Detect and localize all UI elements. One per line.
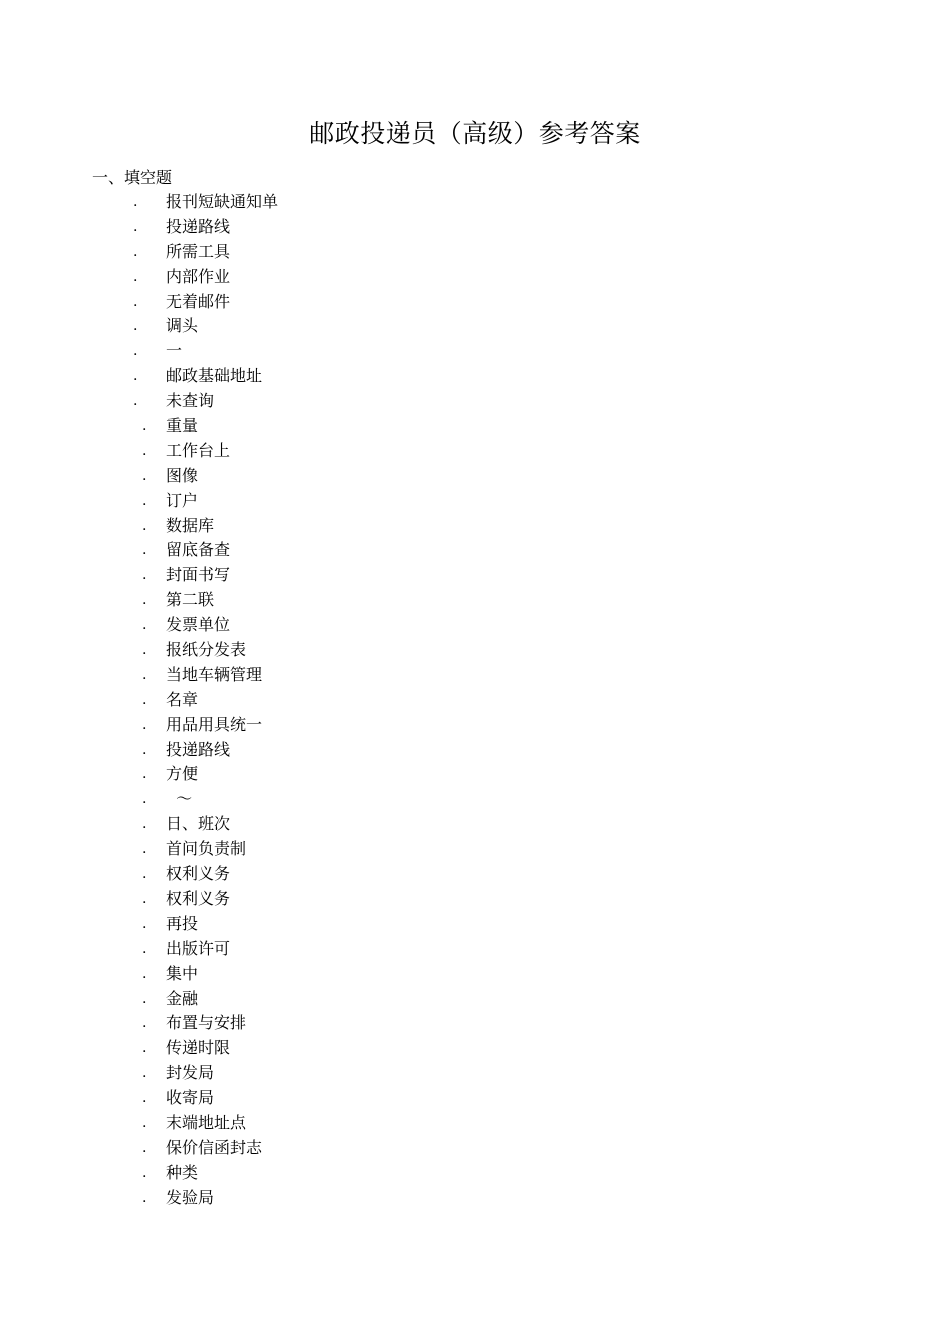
answer-text: 种类 (166, 1162, 199, 1182)
answer-text: 末端地址点 (166, 1112, 247, 1132)
answer-number-marker: . (142, 940, 147, 957)
answer-item (0, 1111, 950, 1136)
answer-text: 无着邮件 (166, 291, 231, 311)
answer-number-marker: . (142, 1139, 147, 1156)
answer-number-marker: . (133, 218, 138, 235)
answer-number-marker: . (142, 1015, 147, 1032)
answer-text: 报纸分发表 (166, 640, 247, 660)
answer-text: 权利义务 (166, 864, 231, 884)
answer-number-marker: . (133, 243, 138, 260)
answer-text: 集中 (166, 963, 199, 983)
answer-number-marker: . (142, 666, 147, 683)
answer-item (0, 738, 950, 763)
answer-item (0, 240, 950, 265)
answer-item (0, 613, 950, 638)
answer-item (0, 1136, 950, 1161)
page-title: 邮政投递员（高级）参考答案 (309, 119, 641, 148)
answer-item (0, 588, 950, 613)
answer-text: 名章 (166, 689, 199, 709)
answer-text: 当地车辆管理 (166, 664, 263, 684)
answer-number-marker: . (142, 890, 147, 907)
answer-text: 出版许可 (166, 938, 231, 958)
answer-item (0, 812, 950, 837)
answer-text: 投递路线 (166, 739, 231, 759)
answer-item (0, 663, 950, 688)
answer-text: 重量 (166, 416, 199, 436)
answer-text: 发验局 (166, 1187, 215, 1207)
answer-item (0, 638, 950, 663)
answer-number-marker: . (133, 343, 138, 360)
answer-item (0, 414, 950, 439)
answer-number-marker: . (142, 766, 147, 783)
answer-text: 发票单位 (166, 615, 231, 635)
answer-number-marker: . (142, 1164, 147, 1181)
answer-number-marker: . (133, 318, 138, 335)
answer-item (0, 862, 950, 887)
answer-number-marker: . (142, 866, 147, 883)
answer-number-marker: . (142, 442, 147, 459)
answer-text: 方便 (166, 764, 199, 784)
answer-number-marker: . (142, 741, 147, 758)
answer-text: 投递路线 (166, 216, 231, 236)
answer-item (0, 837, 950, 862)
answer-item (0, 1161, 950, 1186)
answer-item (0, 339, 950, 364)
answer-item (0, 190, 950, 215)
answer-item (0, 514, 950, 539)
answer-list (0, 190, 950, 1211)
answer-text: 报刊短缺通知单 (166, 192, 279, 211)
answer-text: 工作台上 (166, 440, 231, 460)
answer-item (0, 962, 950, 987)
answer-number-marker: . (142, 517, 147, 534)
answer-item (0, 563, 950, 588)
answer-text: 订户 (166, 490, 199, 510)
answer-number-marker: . (133, 393, 138, 410)
answer-item (0, 439, 950, 464)
answer-number-marker: . (142, 467, 147, 484)
answer-item (0, 987, 950, 1012)
answer-number-marker: . (142, 791, 147, 808)
answer-text: ～ (166, 789, 193, 809)
answer-text: 封发局 (166, 1063, 215, 1083)
answer-item (0, 314, 950, 339)
answer-text: 再投 (166, 913, 199, 933)
answer-item (0, 290, 950, 315)
answer-text: 保价信函封志 (166, 1137, 263, 1157)
answer-number-marker: . (142, 592, 147, 609)
answer-text: 邮政基础地址 (166, 366, 263, 386)
answer-number-marker: . (133, 268, 138, 285)
answer-item (0, 215, 950, 240)
answer-text: 调头 (166, 316, 199, 336)
answer-item (0, 787, 950, 812)
answer-number-marker: . (142, 1114, 147, 1131)
answer-number-marker: . (142, 642, 147, 659)
answer-number-marker: . (142, 1065, 147, 1082)
answer-item (0, 688, 950, 713)
answer-item (0, 389, 950, 414)
answer-item (0, 1011, 950, 1036)
answer-item (0, 1036, 950, 1061)
answer-number-marker: . (142, 990, 147, 1007)
answer-number-marker: . (142, 965, 147, 982)
answer-text: 金融 (166, 988, 199, 1008)
answer-text: 日、班次 (166, 814, 231, 834)
answer-number-marker: . (142, 418, 147, 435)
answer-number-marker: . (142, 1040, 147, 1057)
answer-number-marker: . (142, 492, 147, 509)
answer-number-marker: . (142, 542, 147, 559)
answer-text: 收寄局 (166, 1088, 215, 1108)
answer-text: 留底备查 (166, 540, 231, 560)
answer-item (0, 265, 950, 290)
answer-item (0, 1061, 950, 1086)
answer-item (0, 937, 950, 962)
answer-item (0, 1186, 950, 1211)
answer-number-marker: . (142, 716, 147, 733)
answer-item (0, 1086, 950, 1111)
answer-text: 一 (166, 341, 183, 361)
answer-text: 所需工具 (166, 241, 231, 261)
answer-item (0, 887, 950, 912)
answer-text: 传递时限 (166, 1038, 231, 1058)
answer-number-marker: . (133, 368, 138, 385)
answer-text: 未查询 (166, 391, 215, 411)
answer-item (0, 912, 950, 937)
answer-number-marker: . (142, 816, 147, 833)
answer-text: 封面书写 (166, 565, 231, 585)
answer-text: 数据库 (166, 515, 215, 535)
answer-text: 图像 (166, 465, 199, 485)
answer-number-marker: . (142, 691, 147, 708)
answer-item (0, 538, 950, 563)
answer-number-marker: . (142, 841, 147, 858)
answer-item (0, 762, 950, 787)
answer-text: 首问负责制 (166, 839, 247, 859)
answer-number-marker: . (133, 194, 138, 210)
answer-text: 权利义务 (166, 888, 231, 908)
answer-item (0, 364, 950, 389)
answer-item (0, 713, 950, 738)
answer-number-marker: . (142, 617, 147, 634)
answer-item (0, 464, 950, 489)
answer-text: 布置与安排 (166, 1013, 247, 1033)
section-heading: 一、填空题 (92, 168, 173, 187)
answer-number-marker: . (133, 293, 138, 310)
answer-text: 用品用具统一 (166, 714, 263, 734)
answer-item (0, 489, 950, 514)
answer-number-marker: . (142, 1090, 147, 1107)
answer-number-marker: . (142, 1189, 147, 1206)
answer-number-marker: . (142, 567, 147, 584)
answer-text: 内部作业 (166, 266, 231, 286)
answer-number-marker: . (142, 915, 147, 932)
answer-text: 第二联 (166, 590, 215, 610)
